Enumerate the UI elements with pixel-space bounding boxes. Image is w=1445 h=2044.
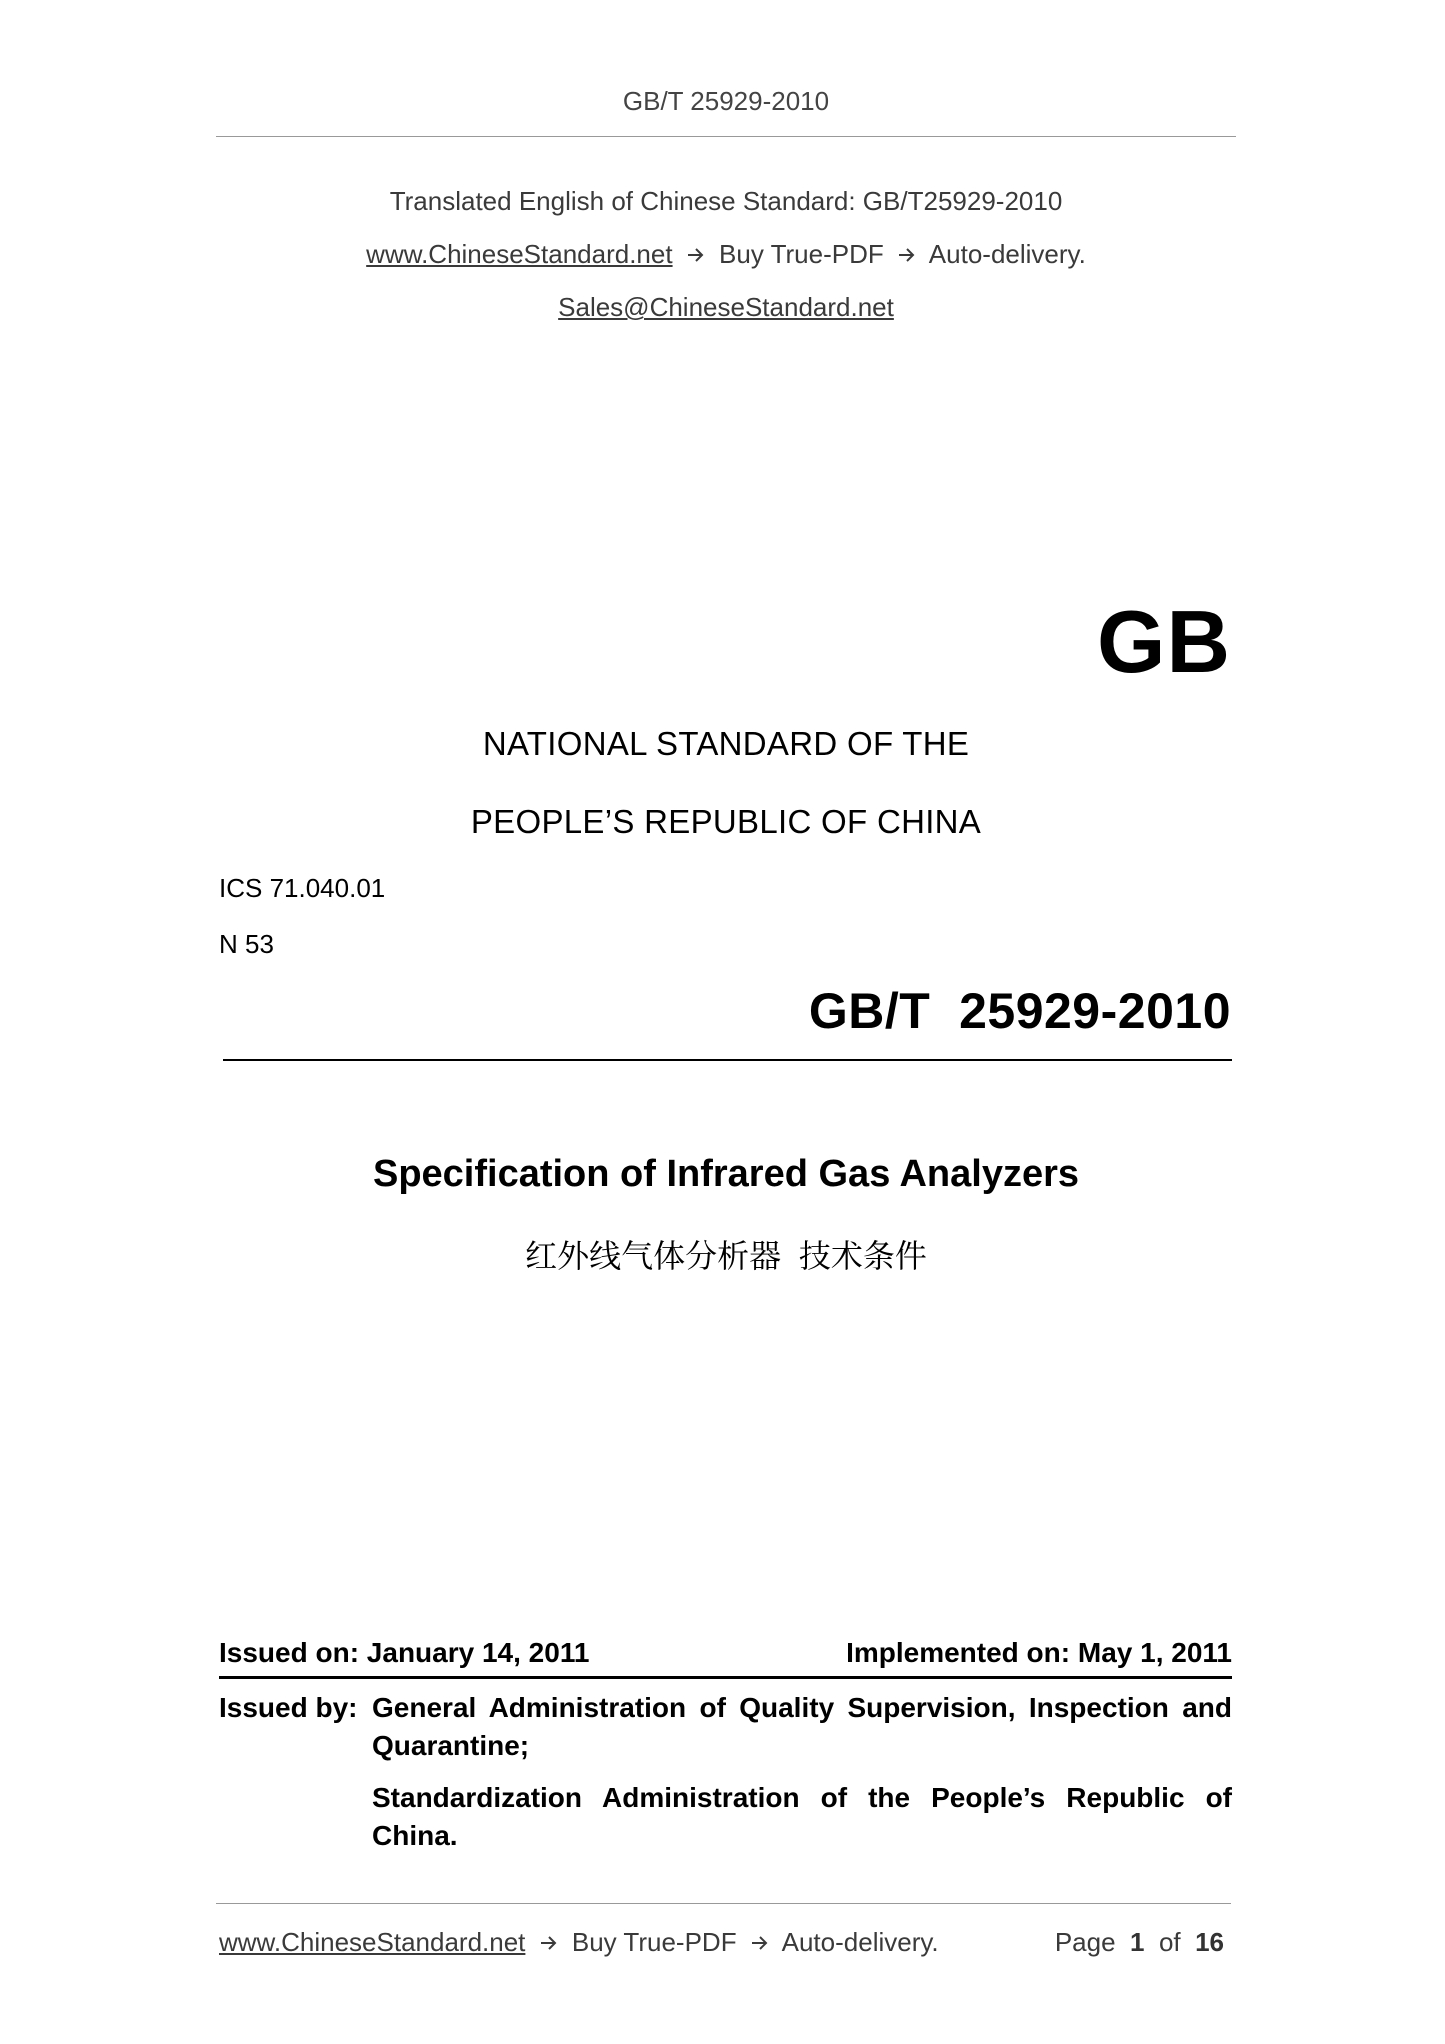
arrow-right-icon [686,245,706,265]
page-current: 1 [1130,1927,1145,1957]
site-link[interactable]: www.ChineseStandard.net [366,239,673,269]
arrow-right-icon [897,245,917,265]
page-label: Page [1054,1927,1116,1957]
header-rule [216,136,1236,137]
national-standard-line1: NATIONAL STANDARD OF THE [482,725,970,762]
footer-rule [216,1903,1231,1904]
arrow-right-icon [750,1933,770,1953]
gb-mark: GB [1097,592,1231,691]
arrow-right-icon [539,1933,559,1953]
footer-auto-delivery-text: Auto-delivery. [781,1927,939,1957]
standard-number: GB/T 25929-2010 [808,983,1231,1039]
issuer-aqsiq: General Administration of Quality Supervision, Inspection and Quarantine; [372,1692,1232,1761]
promo-email-line [216,292,1236,323]
promo-buy-line [216,239,1236,270]
title-chinese: 红外线气体分析器 技术条件 [525,1238,927,1274]
footer-buy-line [219,1927,939,1958]
page-of-label: of [1158,1927,1181,1957]
standard-number-rule [223,1059,1232,1061]
promo-translation-line: Translated English of Chinese Standard: GB/T25929-2010 [389,186,1063,216]
footer-buy-true-pdf-text: Buy True-PDF [571,1927,737,1957]
national-standard-line2: PEOPLE’S REPUBLIC OF CHINA [470,803,982,840]
implemented-on-date: Implemented on: May 1, 2011 [846,1637,1232,1668]
issuance-rule [219,1676,1232,1679]
page-total: 16 [1195,1927,1224,1957]
issued-on-date: Issued on: January 14, 2011 [219,1637,590,1668]
footer-site-link[interactable]: www.ChineseStandard.net [219,1927,526,1957]
buy-true-pdf-text: Buy True-PDF [719,239,884,269]
ccs-code: N 53 [219,929,274,959]
sales-email-link[interactable]: Sales@ChineseStandard.net [558,292,894,322]
issuer-sac: Standardization Administration of the People’s Republic of China. [372,1782,1232,1851]
issued-by-label: Issued by: [219,1692,358,1723]
running-header: GB/T 25929-2010 [622,86,830,116]
page-indicator [1055,1927,1224,1958]
auto-delivery-text: Auto-delivery. [928,239,1086,269]
ics-code: ICS 71.040.01 [219,873,386,903]
title-english: Specification of Infrared Gas Analyzers [372,1153,1080,1195]
